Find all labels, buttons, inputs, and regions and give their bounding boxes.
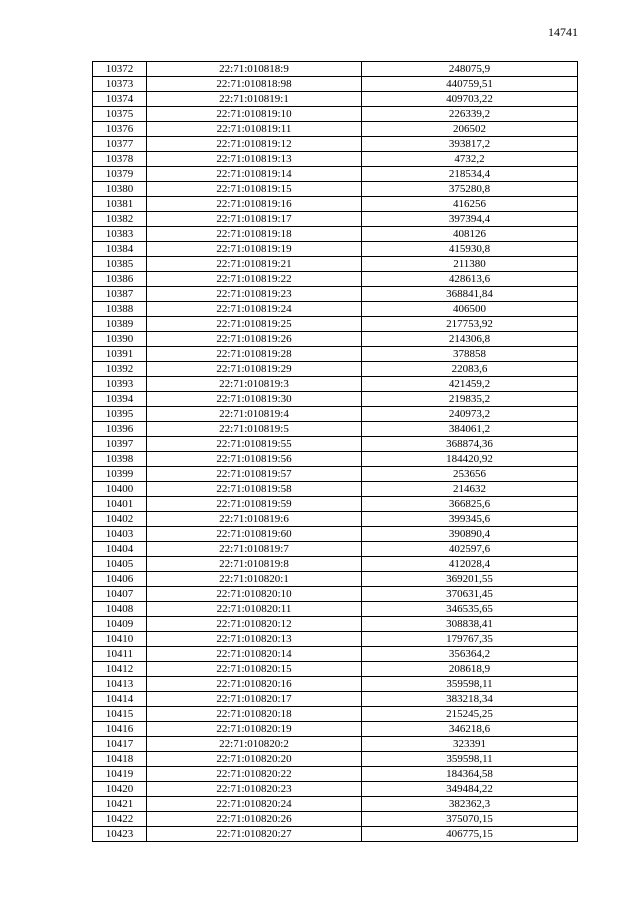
table-row	[93, 287, 578, 302]
row-number-cell: 10422	[93, 812, 147, 827]
row-number-cell: 10407	[93, 587, 147, 602]
value-cell: 22083,6	[362, 362, 578, 377]
cadastral-number-cell: 22:71:010819:56	[147, 452, 362, 467]
table-row	[93, 647, 578, 662]
value-cell: 346535,65	[362, 602, 578, 617]
table-row	[93, 347, 578, 362]
cadastral-number-cell: 22:71:010818:98	[147, 77, 362, 92]
row-number-cell: 10402	[93, 512, 147, 527]
cadastral-number-cell: 22:71:010819:26	[147, 332, 362, 347]
value-cell: 253656	[362, 467, 578, 482]
cadastral-number-cell: 22:71:010820:11	[147, 602, 362, 617]
cadastral-number-cell: 22:71:010820:12	[147, 617, 362, 632]
table-row	[93, 527, 578, 542]
table-row	[93, 377, 578, 392]
row-number-cell: 10397	[93, 437, 147, 452]
cadastral-number-cell: 22:71:010819:14	[147, 167, 362, 182]
table-row	[93, 302, 578, 317]
cadastral-number-cell: 22:71:010820:24	[147, 797, 362, 812]
cadastral-number-cell: 22:71:010819:7	[147, 542, 362, 557]
row-number-cell: 10399	[93, 467, 147, 482]
row-number-cell: 10423	[93, 827, 147, 842]
table-row	[93, 602, 578, 617]
cadastral-number-cell: 22:71:010819:16	[147, 197, 362, 212]
table-row	[93, 227, 578, 242]
value-cell: 370631,45	[362, 587, 578, 602]
table-row	[93, 92, 578, 107]
table-row	[93, 737, 578, 752]
cadastral-number-cell: 22:71:010820:19	[147, 722, 362, 737]
table-row	[93, 197, 578, 212]
table-row	[93, 572, 578, 587]
table-row	[93, 752, 578, 767]
row-number-cell: 10404	[93, 542, 147, 557]
table-row	[93, 617, 578, 632]
row-number-cell: 10420	[93, 782, 147, 797]
table-row	[93, 452, 578, 467]
cadastral-number-cell: 22:71:010819:22	[147, 272, 362, 287]
row-number-cell: 10419	[93, 767, 147, 782]
row-number-cell: 10379	[93, 167, 147, 182]
value-cell: 4732,2	[362, 152, 578, 167]
row-number-cell: 10417	[93, 737, 147, 752]
row-number-cell: 10381	[93, 197, 147, 212]
table-row	[93, 167, 578, 182]
value-cell: 406775,15	[362, 827, 578, 842]
value-cell: 421459,2	[362, 377, 578, 392]
row-number-cell: 10376	[93, 122, 147, 137]
registry-table	[92, 61, 578, 842]
value-cell: 323391	[362, 737, 578, 752]
cadastral-number-cell: 22:71:010820:27	[147, 827, 362, 842]
value-cell: 214306,8	[362, 332, 578, 347]
page-number: 14741	[548, 25, 578, 39]
value-cell: 397394,4	[362, 212, 578, 227]
value-cell: 375070,15	[362, 812, 578, 827]
cadastral-number-cell: 22:71:010819:21	[147, 257, 362, 272]
value-cell: 359598,11	[362, 752, 578, 767]
table-row	[93, 707, 578, 722]
cadastral-number-cell: 22:71:010820:20	[147, 752, 362, 767]
cadastral-number-cell: 22:71:010820:15	[147, 662, 362, 677]
value-cell: 218534,4	[362, 167, 578, 182]
table-row	[93, 587, 578, 602]
cadastral-number-cell: 22:71:010819:5	[147, 422, 362, 437]
value-cell: 409703,22	[362, 92, 578, 107]
row-number-cell: 10388	[93, 302, 147, 317]
table-row	[93, 632, 578, 647]
value-cell: 369201,55	[362, 572, 578, 587]
row-number-cell: 10378	[93, 152, 147, 167]
table-row	[93, 107, 578, 122]
row-number-cell: 10405	[93, 557, 147, 572]
cadastral-number-cell: 22:71:010819:10	[147, 107, 362, 122]
cadastral-number-cell: 22:71:010819:6	[147, 512, 362, 527]
registry-table-body	[93, 62, 578, 842]
row-number-cell: 10421	[93, 797, 147, 812]
cadastral-number-cell: 22:71:010819:3	[147, 377, 362, 392]
row-number-cell: 10394	[93, 392, 147, 407]
row-number-cell: 10408	[93, 602, 147, 617]
row-number-cell: 10395	[93, 407, 147, 422]
cadastral-number-cell: 22:71:010819:57	[147, 467, 362, 482]
row-number-cell: 10409	[93, 617, 147, 632]
row-number-cell: 10391	[93, 347, 147, 362]
value-cell: 208618,9	[362, 662, 578, 677]
cadastral-number-cell: 22:71:010819:25	[147, 317, 362, 332]
table-row	[93, 512, 578, 527]
cadastral-number-cell: 22:71:010819:30	[147, 392, 362, 407]
value-cell: 356364,2	[362, 647, 578, 662]
cadastral-number-cell: 22:71:010819:55	[147, 437, 362, 452]
value-cell: 240973,2	[362, 407, 578, 422]
cadastral-number-cell: 22:71:010820:26	[147, 812, 362, 827]
row-number-cell: 10413	[93, 677, 147, 692]
row-number-cell: 10396	[93, 422, 147, 437]
row-number-cell: 10414	[93, 692, 147, 707]
table-row	[93, 122, 578, 137]
cadastral-number-cell: 22:71:010820:23	[147, 782, 362, 797]
row-number-cell: 10372	[93, 62, 147, 77]
table-row	[93, 467, 578, 482]
cadastral-number-cell: 22:71:010820:14	[147, 647, 362, 662]
cadastral-number-cell: 22:71:010819:8	[147, 557, 362, 572]
value-cell: 416256	[362, 197, 578, 212]
value-cell: 214632	[362, 482, 578, 497]
value-cell: 415930,8	[362, 242, 578, 257]
value-cell: 217753,92	[362, 317, 578, 332]
table-row	[93, 542, 578, 557]
value-cell: 308838,41	[362, 617, 578, 632]
table-row	[93, 152, 578, 167]
table-row	[93, 437, 578, 452]
row-number-cell: 10411	[93, 647, 147, 662]
cadastral-number-cell: 22:71:010819:18	[147, 227, 362, 242]
value-cell: 412028,4	[362, 557, 578, 572]
row-number-cell: 10393	[93, 377, 147, 392]
table-row	[93, 767, 578, 782]
value-cell: 184364,58	[362, 767, 578, 782]
cadastral-number-cell: 22:71:010819:15	[147, 182, 362, 197]
table-row	[93, 812, 578, 827]
row-number-cell: 10418	[93, 752, 147, 767]
cadastral-number-cell: 22:71:010819:23	[147, 287, 362, 302]
cadastral-number-cell: 22:71:010819:58	[147, 482, 362, 497]
table-row	[93, 482, 578, 497]
row-number-cell: 10382	[93, 212, 147, 227]
cadastral-number-cell: 22:71:010819:4	[147, 407, 362, 422]
row-number-cell: 10386	[93, 272, 147, 287]
value-cell: 368874,36	[362, 437, 578, 452]
value-cell: 406500	[362, 302, 578, 317]
cadastral-number-cell: 22:71:010819:59	[147, 497, 362, 512]
cadastral-number-cell: 22:71:010820:18	[147, 707, 362, 722]
value-cell: 368841,84	[362, 287, 578, 302]
row-number-cell: 10415	[93, 707, 147, 722]
row-number-cell: 10406	[93, 572, 147, 587]
table-row	[93, 257, 578, 272]
table-row	[93, 182, 578, 197]
table-row	[93, 137, 578, 152]
table-row	[93, 797, 578, 812]
cadastral-number-cell: 22:71:010820:13	[147, 632, 362, 647]
cadastral-number-cell: 22:71:010820:2	[147, 737, 362, 752]
value-cell: 428613,6	[362, 272, 578, 287]
cadastral-number-cell: 22:71:010819:13	[147, 152, 362, 167]
value-cell: 349484,22	[362, 782, 578, 797]
row-number-cell: 10416	[93, 722, 147, 737]
row-number-cell: 10401	[93, 497, 147, 512]
value-cell: 375280,8	[362, 182, 578, 197]
value-cell: 248075,9	[362, 62, 578, 77]
table-row	[93, 407, 578, 422]
cadastral-number-cell: 22:71:010819:29	[147, 362, 362, 377]
value-cell: 226339,2	[362, 107, 578, 122]
row-number-cell: 10389	[93, 317, 147, 332]
table-row	[93, 677, 578, 692]
table-row	[93, 692, 578, 707]
cadastral-number-cell: 22:71:010820:16	[147, 677, 362, 692]
table-row	[93, 827, 578, 842]
value-cell: 383218,34	[362, 692, 578, 707]
cadastral-number-cell: 22:71:010820:17	[147, 692, 362, 707]
row-number-cell: 10383	[93, 227, 147, 242]
row-number-cell: 10385	[93, 257, 147, 272]
table-row	[93, 272, 578, 287]
table-row	[93, 392, 578, 407]
value-cell: 408126	[362, 227, 578, 242]
row-number-cell: 10392	[93, 362, 147, 377]
value-cell: 359598,11	[362, 677, 578, 692]
value-cell: 366825,6	[362, 497, 578, 512]
row-number-cell: 10390	[93, 332, 147, 347]
cadastral-number-cell: 22:71:010818:9	[147, 62, 362, 77]
row-number-cell: 10412	[93, 662, 147, 677]
table-row	[93, 782, 578, 797]
cadastral-number-cell: 22:71:010819:12	[147, 137, 362, 152]
cadastral-number-cell: 22:71:010819:28	[147, 347, 362, 362]
value-cell: 393817,2	[362, 137, 578, 152]
row-number-cell: 10398	[93, 452, 147, 467]
cadastral-number-cell: 22:71:010819:1	[147, 92, 362, 107]
row-number-cell: 10403	[93, 527, 147, 542]
table-row	[93, 497, 578, 512]
value-cell: 402597,6	[362, 542, 578, 557]
table-row	[93, 362, 578, 377]
row-number-cell: 10400	[93, 482, 147, 497]
row-number-cell: 10387	[93, 287, 147, 302]
cadastral-number-cell: 22:71:010820:10	[147, 587, 362, 602]
value-cell: 378858	[362, 347, 578, 362]
table-row	[93, 62, 578, 77]
value-cell: 440759,51	[362, 77, 578, 92]
row-number-cell: 10374	[93, 92, 147, 107]
value-cell: 219835,2	[362, 392, 578, 407]
row-number-cell: 10373	[93, 77, 147, 92]
value-cell: 179767,35	[362, 632, 578, 647]
table-row	[93, 242, 578, 257]
table-row	[93, 422, 578, 437]
table-row	[93, 662, 578, 677]
table-row	[93, 722, 578, 737]
value-cell: 399345,6	[362, 512, 578, 527]
table-row	[93, 317, 578, 332]
row-number-cell: 10410	[93, 632, 147, 647]
value-cell: 206502	[362, 122, 578, 137]
cadastral-number-cell: 22:71:010819:19	[147, 242, 362, 257]
row-number-cell: 10384	[93, 242, 147, 257]
value-cell: 346218,6	[362, 722, 578, 737]
table-row	[93, 557, 578, 572]
value-cell: 384061,2	[362, 422, 578, 437]
table-row	[93, 332, 578, 347]
value-cell: 390890,4	[362, 527, 578, 542]
value-cell: 211380	[362, 257, 578, 272]
cadastral-number-cell: 22:71:010819:11	[147, 122, 362, 137]
cadastral-number-cell: 22:71:010820:22	[147, 767, 362, 782]
cadastral-number-cell: 22:71:010819:17	[147, 212, 362, 227]
row-number-cell: 10380	[93, 182, 147, 197]
cadastral-number-cell: 22:71:010819:60	[147, 527, 362, 542]
cadastral-number-cell: 22:71:010819:24	[147, 302, 362, 317]
cadastral-number-cell: 22:71:010820:1	[147, 572, 362, 587]
row-number-cell: 10375	[93, 107, 147, 122]
table-row	[93, 212, 578, 227]
value-cell: 382362,3	[362, 797, 578, 812]
value-cell: 184420,92	[362, 452, 578, 467]
value-cell: 215245,25	[362, 707, 578, 722]
table-row	[93, 77, 578, 92]
row-number-cell: 10377	[93, 137, 147, 152]
